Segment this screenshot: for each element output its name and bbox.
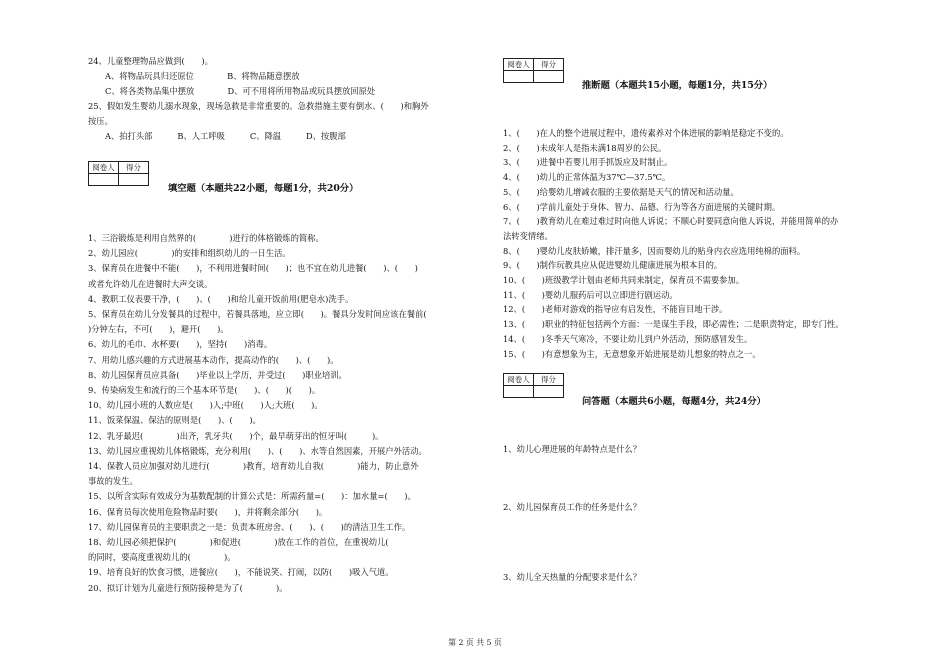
question-line: 11、( )婴幼儿服药后可以立即进行剧运动。 — [503, 289, 678, 300]
question-line: 7、用幼儿感兴趣的方式进展基本动作，提高动作的( )、( )。 — [88, 354, 339, 365]
question-line: 2、幼儿园应( )的安排和组织幼儿的一日生活。 — [88, 248, 291, 259]
question-line: 13、( )职业的特征包括两个方面：一是谋生手段，即必需性；二是职责特定，即专门性。 — [503, 319, 844, 330]
question-line: 8、( )婴幼儿皮肤娇嫩，排汗量多，因而婴幼儿的贴身内衣应选用纯棉的面料。 — [503, 245, 806, 256]
question-line: 的同时，要高度重视幼儿的( )。 — [88, 552, 236, 563]
question-line: 5、保育员在幼儿分发餐具的过程中，若餐具落地，应立即( )。餐具分发时间应该在餐前( — [88, 309, 444, 319]
qa-question: 1、幼儿心理进展的年龄特点是什么？ — [503, 444, 642, 454]
question-line: 1、三浴锻炼是利用自然界的( )进行的体格锻炼的简称。 — [88, 233, 324, 243]
question-line: 24、儿童整理物品应做到( )。 — [88, 56, 213, 66]
question-line: 12、乳牙最迟( )出齐，乳牙共( )个，最早萌芽出的恒牙叫( )。 — [88, 430, 384, 441]
question-line: 1、( )在人的整个进展过程中，遗传素养对个体进展的影响是稳定不变的。 — [503, 128, 789, 138]
score-box-header-grader: 阅卷人 — [507, 375, 530, 384]
question-line: 9、传染病发生和流行的三个基本环节是( )、( )( )。 — [88, 385, 321, 395]
question-line: 6、( )学前儿童处于身体、智力、品德、行为等各方面进展的关键时期。 — [503, 201, 781, 212]
question-line: 20、拟订计划为儿童进行预防接种是为了( )。 — [88, 582, 288, 593]
question-line: 18、幼儿园必须把保护( )和促进( )放在工作的首位，在重视幼儿( — [88, 537, 406, 547]
question-line: 19、培育良好的饮食习惯，进餐应( )，不能说笑、打闹，以防( )吸入气道。 — [88, 567, 394, 578]
question-line: 14、( )冬季天气寒冷，不要让幼儿到户外活动，预防感冒发生。 — [503, 333, 753, 344]
question-line: 法转变情绪。 — [503, 230, 553, 241]
question-line: 15、以所含实际有效成分为基数配制的计算公式是：所需药量=( )：加水量=( )。 — [88, 491, 416, 502]
page-footer: 第 2 页 共 5 页 — [448, 638, 502, 647]
question-line: 7、( )教育幼儿在难过难过时向他人诉说；不顺心时要同意向他人诉说，并能用简单的办 — [503, 216, 839, 227]
question-line: 按压。 — [88, 116, 113, 126]
question-line: 12、( )老师对游戏的指导应有启发性，不能盲目地干涉。 — [503, 304, 728, 315]
question-line: 事故的发生。 — [88, 476, 138, 487]
section-title-judge: 推断题（本题共15小题，每题1分，共15分） — [582, 80, 773, 91]
question-line: 10、( )班级教学计划由老师共同来制定，保育员不需要参加。 — [503, 275, 745, 285]
question-option-line: A、拍打头部 B、人工呼吸 C、降温 D、按腹部 — [105, 131, 346, 141]
score-box-header-grader: 阅卷人 — [507, 60, 530, 69]
question-line: 13、幼儿园应重视幼儿体格锻炼，充分利用( )、( )、水等自然因素，开展户外活动。 — [88, 445, 427, 456]
question-line: 或者允许幼儿在进餐时大声交谈。 — [88, 278, 213, 289]
score-box-fill — [88, 161, 149, 186]
question-line: 15、( )有意想象为主，无意想象开始进展是幼儿想象的特点之一。 — [503, 348, 761, 359]
question-line: 4、( )幼儿的正常体温为37℃—37.5℃。 — [503, 172, 671, 183]
score-box-judge — [503, 58, 564, 83]
qa-question: 2、幼儿园保育员工作的任务是什么？ — [503, 502, 642, 512]
question-line: 16、保育员每次使用危险物品时要( )，并将剩余部分( )。 — [88, 506, 328, 517]
question-line: 8、幼儿园保育员应具备( )毕业以上学历，并受过( )职业培训。 — [88, 369, 347, 380]
question-line: 4、教职工仪表要干净，( )、( )和给儿童开饭前用(肥皂水)洗手。 — [88, 293, 354, 304]
question-line: 9、( )制作玩教具应从促进婴幼儿健康进展为根本目的。 — [503, 260, 723, 271]
question-line: 11、饭菜保温、保洁的原则是( )、( )。 — [88, 415, 261, 426]
section-title-qa: 问答题（本题共6小题，每题4分，共24分） — [582, 396, 766, 407]
question-line: 10、幼儿园小班的人数应是( )人;中班( )人;大班( )。 — [88, 400, 323, 411]
question-line: 6、幼儿的毛巾、水杯要( )，坚持( )消毒。 — [88, 339, 273, 350]
question-line: )分钟左右，不可( )，避开( )。 — [88, 324, 229, 335]
question-line: 25、假如发生婴幼儿溺水现象，现场急救是非常重要的。急救措施主要有倒水、( )和胸外 — [88, 101, 429, 111]
score-box-qa — [503, 373, 564, 398]
question-line: 5、( )给婴幼儿增减衣服的主要依据是天气的情况和活动量。 — [503, 186, 739, 197]
score-box-header-grader: 阅卷人 — [92, 163, 115, 172]
qa-question: 3、幼儿全天热量的分配要求是什么？ — [503, 572, 642, 582]
score-box-header-score: 得分 — [533, 374, 563, 385]
score-box-header-score: 得分 — [533, 59, 563, 70]
question-line: 17、幼儿园保育员的主要职责之一是：负责本班房舍、( )、( )的清洁卫生工作。 — [88, 521, 411, 532]
score-box-header-score: 得分 — [118, 162, 148, 173]
question-line: 3、( )进餐中若婴儿用手抓饭应及时制止。 — [503, 157, 673, 168]
question-line: 14、保教人员应加强对幼儿进行( )教育，培育幼儿自我( )能力，防止意外 — [88, 461, 419, 471]
question-line: 2、( )未成年人是指未满18周岁的公民。 — [503, 142, 667, 153]
section-title-fill: 填空题（本题共22小题，每题1分，共20分） — [168, 183, 359, 194]
question-option-line: A、将物品玩具归还原位 B、将物品随意摆放 — [105, 71, 300, 81]
question-line: 3、保育员在进餐中不能( )，不利用进餐时间( )；也不宜在幼儿进餐( )、( ) — [88, 263, 418, 274]
question-option-line: C、将各类物品集中摆放 D、可不用将所用物品或玩具摆放回原处 — [105, 86, 376, 96]
